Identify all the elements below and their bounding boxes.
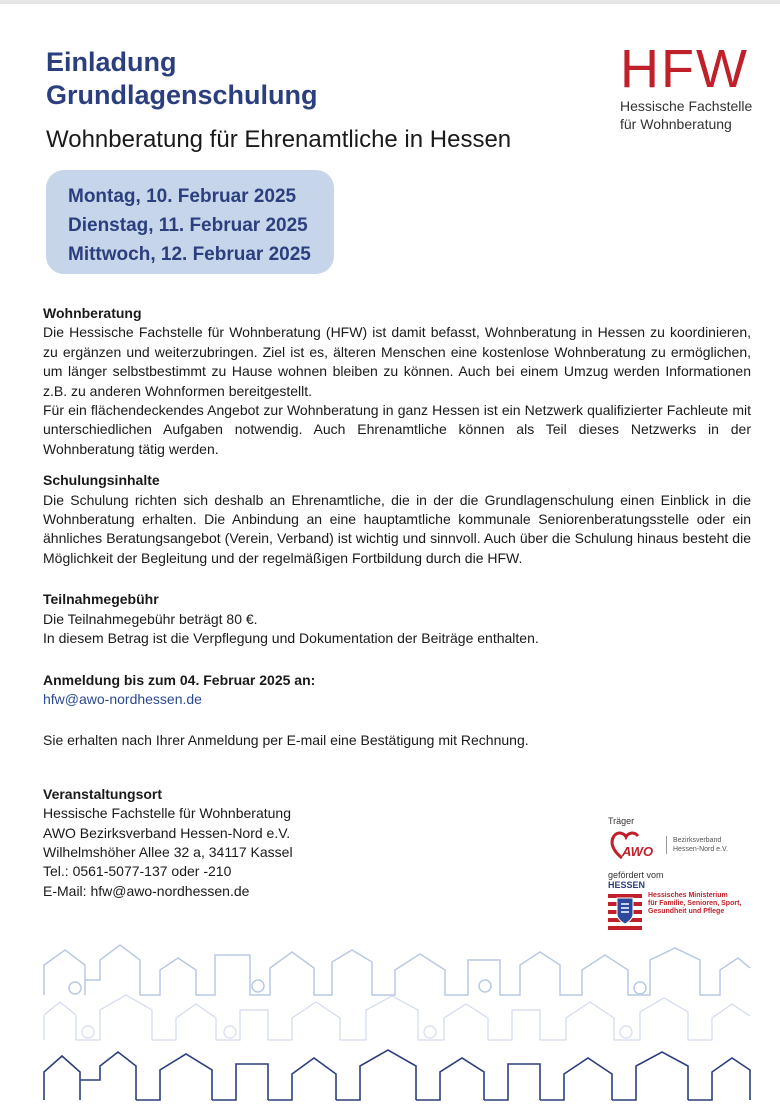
title-line-2: Grundlagenschulung [46, 80, 318, 110]
hessen-ministry-logo [608, 892, 768, 930]
title-line-1: Einladung [46, 47, 177, 77]
awo-logo [608, 828, 768, 862]
teilnahmegebuehr-line-1: Die Teilnahmegebühr beträgt 80 €. [43, 610, 258, 627]
hfw-logo-line-2: für Wohnberatung [620, 116, 732, 132]
date-wednesday: Mittwoch, 12. Februar 2025 [68, 244, 311, 265]
skyline-middle-row [44, 995, 750, 1040]
hfw-logo-mark: HFW [620, 39, 749, 99]
anmeldung-email-link[interactable]: hfw@awo-nordhessen.de [43, 690, 202, 707]
svg-text:AWO: AWO [622, 844, 654, 859]
teilnahmegebuehr-line-2: In diesem Betrag ist die Verpflegung und Dokumentation der Beiträge enthalten. [43, 630, 539, 647]
hfw-logo-line-1: Hessische Fachstelle [620, 98, 753, 114]
heading-wohnberatung: Wohnberatung [43, 305, 142, 321]
ministry-line-1: Hessisches Ministerium [648, 892, 728, 899]
page-title [46, 46, 318, 112]
awo-text-line-2: Hessen-Nord e.V. [673, 846, 728, 853]
awo-heart-icon [608, 828, 660, 862]
traeger-label: Träger [608, 816, 635, 826]
gefoerdert-label: gefördert vom [608, 870, 664, 880]
ministry-line-2: für Familie, Senioren, Sport, [648, 900, 742, 907]
wohnberatung-paragraph-2: Für ein flächendeckendes Angebot zur Wohnberatung in ganz Hessen ist ein Netzwerk qualifizierter Fachleute mit unterschiedlichen Aufgaben notwendig. Auch Ehrenamtliche können als Teil dieses Netzwerks in der Wohnberatung tätig werden. [43, 402, 751, 457]
venue-line-1: Hessische Fachstelle für Wohnberatung [43, 805, 291, 822]
wohnberatung-paragraph-1: Die Hessische Fachstelle für Wohnberatung (HFW) ist damit befasst, Wohnberatung in Hessen zu koordinieren, zu ergänzen und weiterzubringen. Ziel ist es, älteren Menschen eine kostenlose Wohnberatung zu ermöglichen, um länger selbstbestimmt zu Hause wohnen bleiben zu können. Auch bei einem Umzug werden Informationen z.B. zu anderen Wohnformen bereitgestellt. [43, 324, 751, 399]
ministry-line-3: Gesundheit und Pflege [648, 908, 725, 915]
hessen-label: HESSEN [608, 880, 646, 890]
anmeldung-note: Sie erhalten nach Ihrer Anmeldung per E-mail eine Bestätigung mit Rechnung. [43, 732, 529, 749]
venue-line-4: Tel.: 0561-5077-137 oder -210 [43, 863, 232, 880]
sponsor-block [608, 816, 768, 930]
page-subtitle: Wohnberatung für Ehrenamtliche in Hessen [46, 126, 512, 153]
dates-box [46, 170, 334, 274]
heading-schulungsinhalte: Schulungsinhalte [43, 472, 160, 489]
venue-line-5: E-Mail: hfw@awo-nordhessen.de [43, 882, 250, 899]
top-border [0, 0, 780, 4]
main-content [43, 304, 751, 901]
skyline-upper-row [44, 945, 750, 995]
hfw-logo [620, 39, 760, 132]
date-monday: Montag, 10. Februar 2025 [68, 186, 297, 207]
skyline-lower-row [44, 1050, 750, 1100]
skyline-illustration [0, 940, 780, 1110]
venue-line-2: AWO Bezirksverband Hessen-Nord e.V. [43, 824, 291, 841]
heading-veranstaltungsort: Veranstaltungsort [43, 785, 163, 802]
ministry-text [648, 892, 741, 916]
heading-anmeldung: Anmeldung bis zum 04. Februar 2025 an: [43, 671, 316, 688]
awo-text [666, 836, 728, 854]
venue-line-3: Wilhelmshöher Allee 32 a, 34117 Kassel [43, 843, 293, 860]
hessen-crest-icon [608, 892, 642, 930]
heading-teilnahmegebuehr: Teilnahmegebühr [43, 591, 159, 608]
date-tuesday: Dienstag, 11. Februar 2025 [68, 215, 308, 236]
awo-text-line-1: Bezirksverband [673, 837, 722, 844]
schulungsinhalte-paragraph: Die Schulung richten sich deshalb an Ehrenamtliche, die in der die Grundlagenschulung einen Einblick in die Wohnberatung erhalten. Die Anbindung an eine hauptamtliche kommunale Seniorenberatungsstelle oder ein ähnliches Beratungsangebot (Verein, Verband) ist wichtig und sinnvoll. Auch über die Schulung hinaus besteht die Möglichkeit der Begleitung und der regelmäßigen Fortbildung durch die HFW. [43, 491, 751, 566]
